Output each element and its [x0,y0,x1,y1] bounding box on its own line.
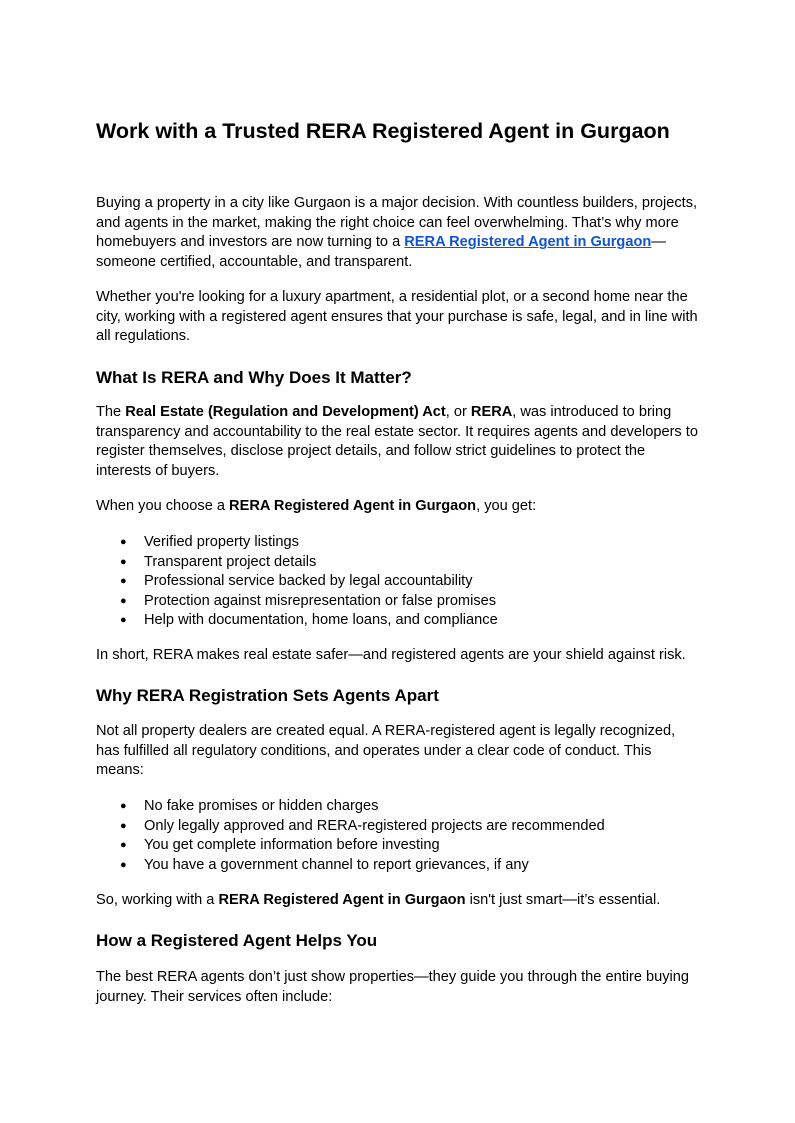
list-item: ● You have a government channel to report grievances, if any [96,856,605,876]
list-item: ● Transparent project details [96,553,498,573]
bullet-icon: ● [120,555,127,568]
list-item: ● You get complete information before investing [96,836,605,856]
rera-agent-link[interactable]: RERA Registered Agent in Gurgaon [404,234,652,251]
list-item: ● Verified property listings [96,533,498,553]
list-item: ● No fake promises or hidden charges [96,797,605,817]
section-heading-how-agent-helps: How a Registered Agent Helps You [96,931,378,950]
page-title: Work with a Trusted RERA Registered Agent in Gurgaon [96,119,670,143]
intro-paragraph-2: Whether you're looking for a luxury apartment, a residential plot, or a second home near the city, working with a registered agent ensures that your purchase is safe, legal, and in line with all regulations. [96,289,698,345]
rera-summary-paragraph: In short, RERA makes real estate safer—and registered agents are your shield against risk. [96,647,686,663]
bullet-icon: ● [120,858,127,871]
essential-paragraph: So, working with a RERA Registered Agent in Gurgaon isn't just smart—it’s essential. [96,892,661,908]
section-heading-what-is-rera: What Is RERA and Why Does It Matter? [96,368,412,387]
agent-advantages-list [96,797,605,875]
bullet-icon: ● [120,594,127,607]
section-heading-why-registration: Why RERA Registration Sets Agents Apart [96,686,439,705]
bullet-icon: ● [120,800,127,812]
bullet-icon: ● [120,536,127,548]
list-item: ● Protection against misrepresentation or false promises [96,592,498,612]
services-paragraph: The best RERA agents don’t just show properties—they guide you through the entire buying journey. Their services often include: [96,969,690,1005]
benefits-list [96,533,498,631]
bullet-icon: ● [120,839,127,851]
list-item: ● Only legally approved and RERA-registered projects are recommended [96,817,605,837]
choose-agent-paragraph: When you choose a RERA Registered Agent in Gurgaon, you get: [96,498,537,514]
bullet-icon: ● [120,575,127,587]
bullet-icon: ● [120,819,127,832]
list-item: ● Professional service backed by legal accountability [96,572,498,592]
bullet-icon: ● [120,614,127,626]
intro-paragraph-1: Buying a property in a city like Gurgaon is a major decision. With countless builders, projects, and agents in the market, making the right choice can feel overwhelming. That’s why more homebuyers and investors are now turning to a RERA Registered Agent in Gurgaon—someone certified, accountable, and transparent. [96,195,698,270]
list-item: ● Help with documentation, home loans, and compliance [96,611,498,631]
rera-definition-paragraph: The Real Estate (Regulation and Development) Act, or RERA, was introduced to bring transparency and accountability to the real estate sector. It requires agents and developers to register themselves, disclose project details, and follow strict guidelines to protect the interests of buyers. [96,404,698,479]
dealers-paragraph: Not all property dealers are created equal. A RERA-registered agent is legally recognized, has fulfilled all regulatory conditions, and operates under a clear code of conduct. This means: [96,723,676,779]
